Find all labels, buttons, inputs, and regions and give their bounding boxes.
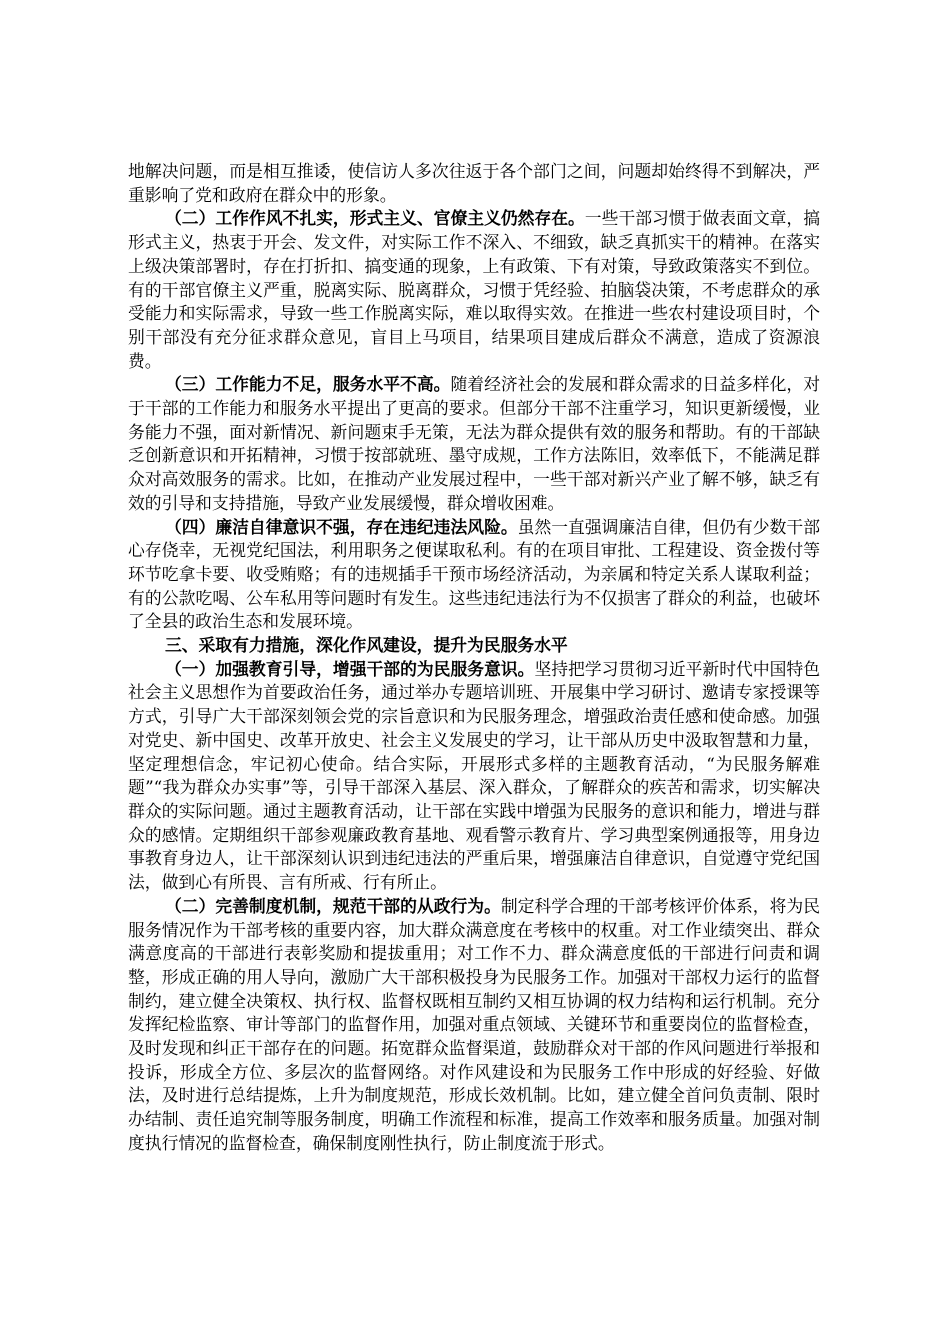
section-heading: 三、采取有力措施，深化作风建设，提升为民服务水平 — [164, 635, 568, 656]
problem-2-body: 一些干部习惯于做表面文章，搞形式主义，热衷于开会、发文件，对实际工作不深入、不细致，缺乏真抓实干的精神。在落实上级决策部署时，存在打折扣、搞变通的现象，上有政策、下有对策，导致政策落实不到位。有的干部官僚主义严重，脱离实际、脱离群众，习惯于凭经验、拍脑袋决策，不考虑群众的承受能力和实际需求，导致一些工作脱离实际，难以取得实效。在推进一些农村建设项目时，个别干部没有充分征求群众意见，盲目上马项目，结果项目建成后群众不满意，造成了资源浪费。 — [128, 208, 820, 371]
problem-4-body: 虽然一直强调廉洁自律，但仍有少数干部心存侥幸，无视党纪国法，利用职务之便谋取私利。有的在项目审批、工程建设、资金拨付等环节吃拿卡要、收受贿赂；有的违规插手干预市场经济活动，为亲属和特定关系人谋取利益；有的公款吃喝、公车私用等问题时有发生。这些违纪违法行为不仅损害了群众的利益，也破坏了全县的政治生态和发展环境。 — [128, 516, 820, 632]
problem-paragraph-3 — [128, 373, 820, 515]
problem-3-lead: （三）工作能力不足，服务水平不高。 — [164, 374, 451, 395]
measure-2-body: 制定科学合理的干部考核评价体系，将为民服务情况作为干部考核的重要内容，加大群众满意度在考核中的权重。对工作业绩突出、群众满意度高的干部进行表彰奖励和提拔重用；对工作不力、群众满意度低的干部进行问责和调整，形成正确的用人导向，激励广大干部积极投身为民服务工作。加强对干部权力运行的监督制约，建立健全决策权、执行权、监督权既相互制约又相互协调的权力结构和运行机制。充分发挥纪检监察、审计等部门的监督作用，加强对重点领域、关键环节和重要岗位的监督检查，及时发现和纠正干部存在的问题。拓宽群众监督渠道，鼓励群众对干部的作风问题进行举报和投诉，形成全方位、多层次的监督网络。对作风建设和为民服务工作中形成的好经验、好做法，及时进行总结提炼，上升为制度规范，形成长效机制。比如，建立健全首问负责制、限时办结制、责任追究制等服务制度，明确工作流程和标准，提高工作效率和服务质量。加强对制度执行情况的监督检查，确保制度刚性执行，防止制度流于形式。 — [128, 895, 820, 1153]
document-page — [128, 160, 820, 1156]
problem-4-lead: （四）廉洁自律意识不强，存在违纪违法风险。 — [164, 516, 518, 537]
intro-continuation-paragraph: 地解决问题，而是相互推诿，使信访人多次往返于各个部门之间，问题却始终得不到解决，严重影响了党和政府在群众中的形象。 — [128, 161, 820, 205]
measure-1-lead: （一）加强教育引导，增强干部的为民服务意识。 — [164, 658, 535, 679]
measure-2-lead: （二）完善制度机制，规范干部的从政行为。 — [164, 895, 501, 916]
problem-2-lead: （二）工作作风不扎实，形式主义、官僚主义仍然存在。 — [164, 208, 585, 229]
problem-paragraph-2 — [128, 207, 820, 373]
problem-3-body: 随着经济社会的发展和群众需求的日益多样化，对于干部的工作能力和服务水平提出了更高的要求。但部分干部不注重学习，知识更新缓慢，业务能力不强，面对新情况、新问题束手无策，无法为群众提供有效的服务和帮助。有的干部缺乏创新意识和开拓精神，习惯于按部就班、墨守成规，工作方法陈旧，效率低下，不能满足群众对高效服务的需求。比如，在推动产业发展过程中，一些干部对新兴产业了解不够，缺乏有效的引导和支持措施，导致产业发展缓慢，群众增收困难。 — [128, 374, 820, 513]
problem-paragraph-4 — [128, 516, 820, 635]
measure-1-body: 坚持把学习贯彻习近平新时代中国特色社会主义思想作为首要政治任务，通过举办专题培训班、开展集中学习研讨、邀请专家授课等方式，引导广大干部深刻领会党的宗旨意识和为民服务理念，增强政治责任感和使命感。加强对党史、新中国史、改革开放史、社会主义发展史的学习，让干部从历史中汲取智慧和力量，坚定理想信念，牢记初心使命。结合实际，开展形式多样的主题教育活动，“为民服务解难题”“我为群众办实事”等，引导干部深入基层、深入群众，了解群众的疾苦和需求，切实解决群众的实际问题。通过主题教育活动，让干部在实践中增强为民服务的意识和能力，增进与群众的感情。定期组织干部参观廉政教育基地、观看警示教育片、学习典型案例通报等，用身边事教育身边人，让干部深刻认识到违纪违法的严重后果，增强廉洁自律意识，自觉遵守党纪国法，做到心有所畏、言有所戒、行有所止。 — [128, 658, 820, 893]
measure-paragraph-1 — [128, 658, 820, 895]
measure-paragraph-2 — [128, 895, 820, 1156]
